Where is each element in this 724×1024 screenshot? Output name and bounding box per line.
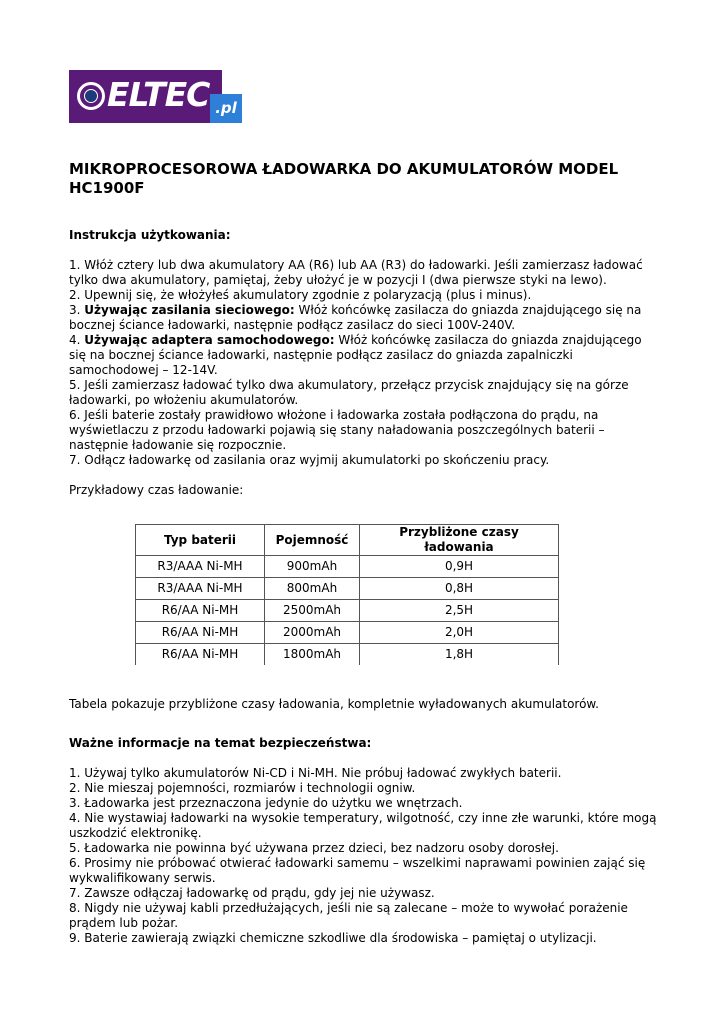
- item-text: 6. Jeśli baterie zostały prawidłowo włożone i ładowarka została podłączona do prądu, na wyświetlaczu z przodu ładowarki pojawią się stany naładowania poszczególnych baterii – następnie ładowanie się rozpocznie.: [69, 408, 605, 452]
- logo-text: ELTEC: [107, 75, 210, 114]
- table-cell: R6/AA Ni-MH: [136, 600, 265, 622]
- instruction-item: [69, 378, 661, 408]
- item-text: 7. Odłącz ładowarkę od zasilania oraz wyjmij akumulatorki po skończeniu pracy.: [69, 453, 550, 467]
- table-row: [136, 556, 559, 578]
- safety-item: 8. Nigdy nie używaj kabli przedłużających, jeśli nie są zalecane – może to wywołać porażenie prądem lub pożar.: [69, 901, 628, 930]
- table-row: [136, 578, 559, 600]
- instruction-item: [69, 258, 661, 288]
- item-bold-label: Używając adaptera samochodowego:: [84, 333, 335, 347]
- instructions-heading: Instrukcja użytkowania:: [69, 228, 231, 242]
- lens-icon: [77, 82, 105, 110]
- safety-item: 2. Nie mieszaj pojemności, rozmiarów i technologii ogniw.: [69, 781, 416, 795]
- table-cell: 2,5H: [360, 600, 559, 622]
- item-number: 4.: [69, 333, 85, 347]
- table-cell: 900mAh: [265, 556, 360, 578]
- table-cell: 0,9H: [360, 556, 559, 578]
- item-bold-label: Używając zasilania sieciowego:: [84, 303, 295, 317]
- item-text: 1. Włóż cztery lub dwa akumulatory AA (R6) lub AA (R3) do ładowarki. Jeśli zamierzasz ładować tylko dwa akumulatory, pamiętaj, żeby ułożyć je w pozycji I (dwa pierwsze styki na lewo).: [69, 258, 643, 287]
- item-text: 5. Jeśli zamierzasz ładować tylko dwa akumulatory, przełącz przycisk znajdujący się na górze ładowarki, po włożeniu akumulatorów.: [69, 378, 629, 407]
- safety-item: 5. Ładowarka nie powinna być używana przez dzieci, bez nadzoru osoby dorosłej.: [69, 841, 559, 855]
- table-cell: 2000mAh: [265, 622, 360, 644]
- safety-item: 6. Prosimy nie próbować otwierać ładowarki samemu – wszelkimi naprawami powinien zająć się wykwalifikowany serwis.: [69, 856, 646, 885]
- table-row: [136, 622, 559, 644]
- item-number: 3.: [69, 303, 85, 317]
- table-cell: 1800mAh: [265, 644, 360, 666]
- table-cell: 2500mAh: [265, 600, 360, 622]
- item-text: 2. Upewnij się, że włożyłeś akumulatory zgodnie z polaryzacją (plus i minus).: [69, 288, 532, 302]
- instruction-item: [69, 303, 661, 333]
- document-title: MIKROPROCESOROWA ŁADOWARKA DO AKUMULATORÓW MODEL HC1900F: [69, 160, 619, 197]
- table-row: [136, 644, 559, 666]
- instruction-item: [69, 288, 661, 303]
- table-row: [136, 600, 559, 622]
- table-cell: 800mAh: [265, 578, 360, 600]
- table-cell: R3/AAA Ni-MH: [136, 556, 265, 578]
- logo-suffix: .pl: [210, 94, 242, 123]
- charging-time-table: [135, 524, 559, 665]
- example-label: Przykładowy czas ładowanie:: [69, 483, 244, 497]
- instruction-item: [69, 333, 661, 378]
- safety-item: 3. Ładowarka jest przeznaczona jedynie do użytku we wnętrzach.: [69, 796, 463, 810]
- table-cell: 0,8H: [360, 578, 559, 600]
- table-note: Tabela pokazuje przybliżone czasy ładowania, kompletnie wyładowanych akumulatorów.: [69, 697, 599, 711]
- item-text: Włóż końcówkę zasilacza do gniazda znajdującego się na bocznej ściance ładowarki, następnie podłącz zasilacz do gniazda zapalniczki samochodowej – 12-14V.: [69, 333, 642, 377]
- safety-heading: Ważne informacje na temat bezpieczeństwa:: [69, 736, 372, 750]
- safety-item: 1. Używaj tylko akumulatorów Ni-CD i Ni-MH. Nie próbuj ładować zwykłych baterii.: [69, 766, 562, 780]
- table-cell: R6/AA Ni-MH: [136, 622, 265, 644]
- column-header: Pojemność: [265, 525, 360, 556]
- safety-item: 7. Zawsze odłączaj ładowarkę od prądu, gdy jej nie używasz.: [69, 886, 435, 900]
- document-body: [69, 228, 661, 946]
- column-header: Typ baterii: [136, 525, 265, 556]
- instructions-list: [69, 258, 661, 468]
- safety-item: 9. Baterie zawierają związki chemiczne szkodliwe dla środowiska – pamiętaj o utylizacji.: [69, 931, 597, 945]
- safety-list: [69, 766, 661, 946]
- table-cell: R3/AAA Ni-MH: [136, 578, 265, 600]
- instruction-item: [69, 408, 661, 453]
- table-cell: R6/AA Ni-MH: [136, 644, 265, 666]
- eltec-logo: [69, 70, 242, 123]
- item-text: Włóż końcówkę zasilacza do gniazda znajdującego się na bocznej ściance ładowarki, następnie podłącz zasilacz do sieci 100V-240V.: [69, 303, 642, 332]
- table-cell: 2,0H: [360, 622, 559, 644]
- instruction-item: [69, 453, 661, 468]
- safety-item: 4. Nie wystawiaj ładowarki na wysokie temperatury, wilgotność, czy inne złe warunki, które mogą uszkodzić elektronikę.: [69, 811, 657, 840]
- column-header: Przybliżone czasy ładowania: [360, 525, 559, 556]
- table-cell: 1,8H: [360, 644, 559, 666]
